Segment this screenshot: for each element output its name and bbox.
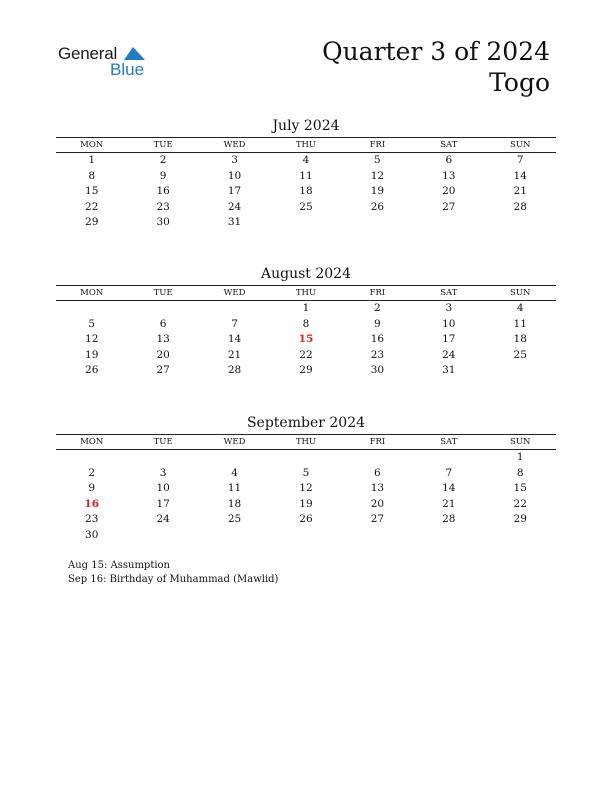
day-cell: 17 <box>442 333 456 346</box>
week-row <box>56 153 556 169</box>
day-cell: 24 <box>156 513 170 526</box>
day-cell: 20 <box>156 348 170 361</box>
day-cell: 16 <box>156 185 170 198</box>
day-cell: 6 <box>445 154 453 166</box>
weekday-label: FRI <box>369 288 386 298</box>
week-row <box>56 528 556 544</box>
quarter-title: Quarter 3 of 2024 <box>322 37 550 66</box>
day-cell: 6 <box>159 317 167 330</box>
day-cell <box>127 301 198 317</box>
day-cell: 14 <box>227 333 242 346</box>
day-cell: 21 <box>442 497 456 510</box>
weekday-label: THU <box>295 437 317 447</box>
day-cell <box>270 450 341 466</box>
day-cell: 28 <box>442 513 456 526</box>
day-cell: 4 <box>231 466 238 479</box>
month-title: August 2024 <box>261 266 351 282</box>
day-cell <box>342 215 413 231</box>
holiday-day-cell: 15 <box>298 333 314 346</box>
day-cell: 1 <box>516 451 524 463</box>
day-cell: 30 <box>370 364 385 377</box>
day-cell: 7 <box>445 466 453 479</box>
weekday-label: SAT <box>440 288 458 298</box>
week-row <box>56 215 556 231</box>
day-cell <box>485 363 556 379</box>
week-row <box>56 184 556 200</box>
weekday-label: WED <box>223 437 246 447</box>
day-cell: 7 <box>231 317 238 330</box>
day-cell: 10 <box>227 169 242 182</box>
day-cell: 29 <box>513 513 527 526</box>
day-cell: 14 <box>442 482 456 495</box>
weekday-label: TUE <box>153 437 173 447</box>
weekday-header <box>56 434 556 450</box>
day-cell: 24 <box>227 200 242 213</box>
day-cell: 1 <box>88 154 96 166</box>
day-cell: 8 <box>516 466 524 479</box>
weekday-label: TUE <box>153 140 173 150</box>
day-cell: 10 <box>156 482 170 495</box>
day-cell: 31 <box>227 216 242 229</box>
week-row <box>56 301 556 317</box>
day-cell: 31 <box>442 364 456 377</box>
day-cell: 18 <box>227 497 242 510</box>
day-cell <box>56 301 127 317</box>
day-cell <box>199 450 270 466</box>
day-cell: 11 <box>299 169 313 182</box>
day-cell <box>56 450 127 466</box>
day-cell <box>342 528 413 544</box>
week-row <box>56 512 556 528</box>
day-cell: 3 <box>445 302 453 314</box>
day-cell: 13 <box>156 333 170 346</box>
day-cell: 27 <box>156 364 170 377</box>
day-cell <box>270 215 341 231</box>
month-title: September 2024 <box>246 415 366 431</box>
day-cell: 26 <box>85 364 99 377</box>
day-cell: 18 <box>513 333 527 346</box>
week-row <box>56 169 556 185</box>
day-cell: 15 <box>513 482 527 495</box>
day-cell: 5 <box>88 317 96 330</box>
day-cell: 2 <box>159 154 167 166</box>
day-cell: 13 <box>370 482 385 495</box>
weekday-label: TUE <box>153 288 173 298</box>
weekday-label: THU <box>295 288 317 298</box>
day-cell: 27 <box>370 513 385 526</box>
weekday-label: MON <box>80 288 104 298</box>
week-row <box>56 363 556 379</box>
day-cell: 23 <box>370 348 385 361</box>
day-cell: 9 <box>159 169 167 182</box>
day-cell: 30 <box>156 216 170 229</box>
holiday-note: Sep 16: Birthday of Muhammad (Mawlid) <box>68 574 279 585</box>
day-cell: 10 <box>442 317 456 330</box>
day-cell: 9 <box>88 482 96 495</box>
weekday-label: WED <box>223 140 246 150</box>
weekday-label: FRI <box>369 437 386 447</box>
week-row <box>56 450 556 466</box>
day-cell: 22 <box>85 200 99 213</box>
day-cell: 9 <box>374 317 381 330</box>
logo <box>58 44 158 80</box>
day-cell: 30 <box>85 528 99 541</box>
day-cell: 12 <box>85 333 99 346</box>
weekday-label: SAT <box>440 140 458 150</box>
day-cell: 5 <box>374 154 381 166</box>
day-cell: 8 <box>302 317 310 330</box>
day-cell <box>485 215 556 231</box>
day-cell: 23 <box>156 200 170 213</box>
day-cell: 22 <box>513 497 527 510</box>
day-cell <box>199 301 270 317</box>
weekday-header <box>56 137 556 153</box>
day-cell: 4 <box>302 154 310 166</box>
day-cell: 3 <box>231 154 238 166</box>
day-cell: 29 <box>299 364 313 377</box>
week-row <box>56 317 556 333</box>
logo-triangle-icon <box>124 45 146 61</box>
month-august <box>56 264 556 379</box>
day-cell: 17 <box>227 185 242 198</box>
day-cell: 11 <box>513 317 527 330</box>
day-cell: 1 <box>302 302 310 314</box>
day-cell: 12 <box>370 169 385 182</box>
week-row <box>56 497 556 513</box>
day-cell: 21 <box>227 348 242 361</box>
week-row <box>56 200 556 216</box>
day-cell: 15 <box>85 185 99 198</box>
day-cell <box>199 528 270 544</box>
day-cell: 28 <box>513 200 527 213</box>
weekday-label: SUN <box>510 288 531 298</box>
day-cell: 3 <box>159 466 167 479</box>
day-cell: 22 <box>299 348 313 361</box>
day-cell: 19 <box>85 348 99 361</box>
weekday-label: MON <box>80 140 104 150</box>
day-cell <box>127 528 198 544</box>
logo-general-text: General <box>58 44 118 63</box>
holiday-notes <box>68 559 278 587</box>
day-cell: 13 <box>442 169 456 182</box>
day-cell <box>485 528 556 544</box>
day-cell: 19 <box>370 185 385 198</box>
day-cell: 25 <box>513 348 527 361</box>
day-cell: 16 <box>370 333 385 346</box>
day-cell: 24 <box>442 348 456 361</box>
month-july <box>56 116 556 231</box>
month-september <box>56 413 556 544</box>
logo-blue-text: Blue <box>110 60 145 79</box>
day-cell: 6 <box>374 466 381 479</box>
weekday-label: THU <box>295 140 317 150</box>
day-cell: 25 <box>299 200 313 213</box>
day-cell: 4 <box>516 302 524 314</box>
holiday-day-cell: 16 <box>84 497 100 510</box>
weekday-label: SUN <box>510 140 531 150</box>
day-cell: 5 <box>302 466 310 479</box>
day-cell <box>342 450 413 466</box>
country-title: Togo <box>489 68 550 97</box>
day-cell: 2 <box>88 466 96 479</box>
day-cell: 26 <box>370 200 385 213</box>
week-row <box>56 348 556 364</box>
day-cell <box>270 528 341 544</box>
page-title <box>322 36 550 98</box>
day-cell: 21 <box>513 185 527 198</box>
day-cell: 27 <box>442 200 456 213</box>
day-cell <box>413 450 484 466</box>
day-cell: 2 <box>374 302 381 314</box>
day-cell: 23 <box>85 513 99 526</box>
day-cell: 7 <box>516 154 524 166</box>
day-cell: 8 <box>88 169 96 182</box>
month-title: July 2024 <box>272 118 340 134</box>
weekday-label: WED <box>223 288 246 298</box>
weekday-label: SUN <box>510 437 531 447</box>
day-cell: 12 <box>299 482 313 495</box>
day-cell: 17 <box>156 497 170 510</box>
day-cell <box>413 528 484 544</box>
week-row <box>56 466 556 482</box>
day-cell: 20 <box>442 185 456 198</box>
weekday-label: FRI <box>369 140 386 150</box>
week-row <box>56 332 556 348</box>
weekday-header <box>56 285 556 301</box>
day-cell: 25 <box>227 513 242 526</box>
day-cell: 28 <box>227 364 242 377</box>
weekday-label: MON <box>80 437 104 447</box>
day-cell: 14 <box>513 169 527 182</box>
weekday-label: SAT <box>440 437 458 447</box>
day-cell: 20 <box>370 497 385 510</box>
day-cell <box>413 215 484 231</box>
day-cell: 26 <box>299 513 313 526</box>
week-row <box>56 481 556 497</box>
day-cell: 19 <box>299 497 313 510</box>
holiday-note: Aug 15: Assumption <box>68 560 171 571</box>
day-cell <box>127 450 198 466</box>
day-cell: 18 <box>299 185 313 198</box>
day-cell: 29 <box>85 216 99 229</box>
day-cell: 11 <box>227 482 242 495</box>
